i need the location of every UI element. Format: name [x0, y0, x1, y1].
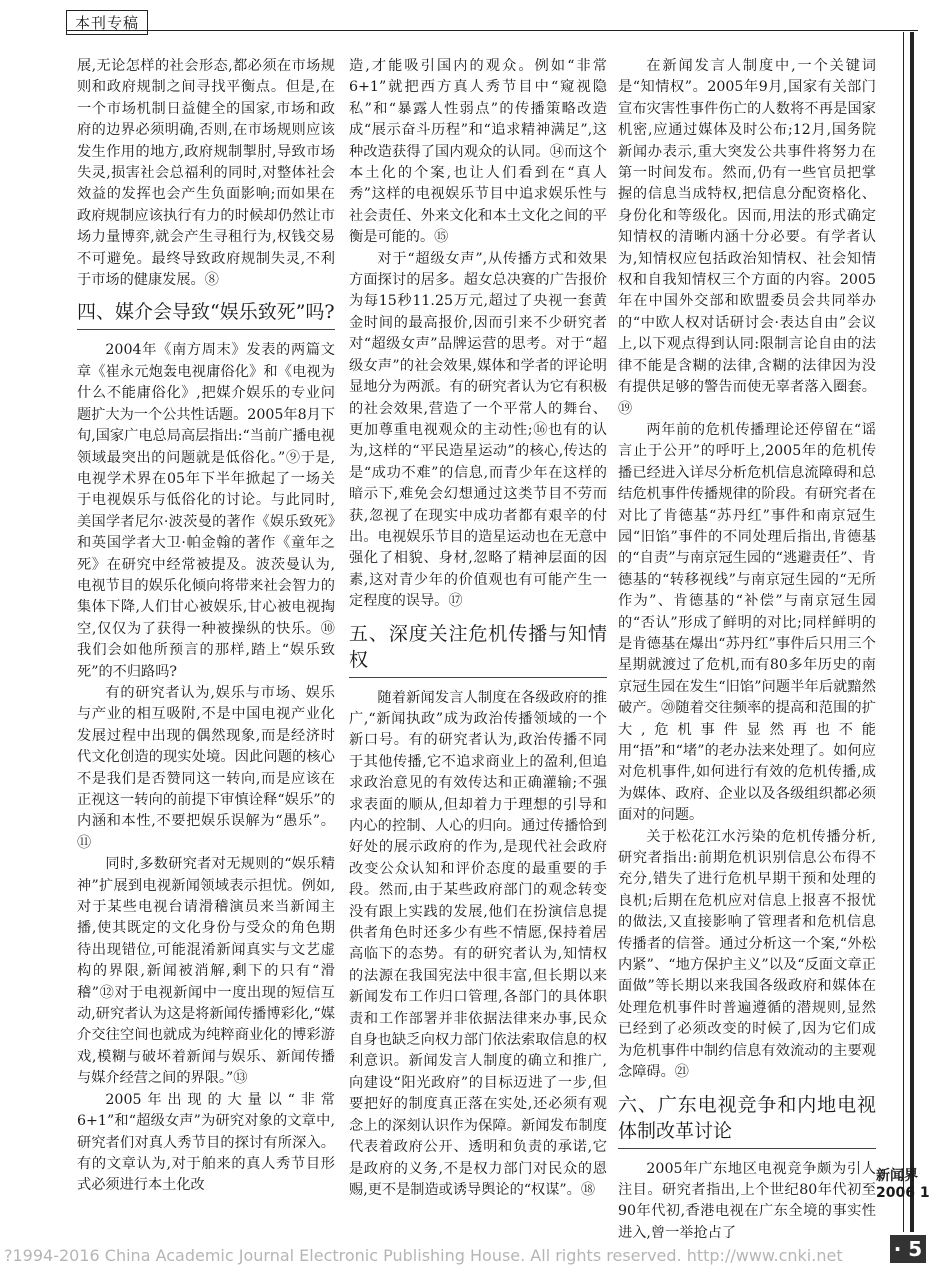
journal-issue: 2006 1: [876, 1185, 930, 1201]
paragraph: 有的研究者认为,娱乐与市场、娱乐与产业的相互吸附,不是中国电视产业化发展过程中出现的偶然现象,而是经济时代文化创造的现实处境。因此问题的核心不是我们是否赞同这一转向,而是应该在正视这一转向的前提下审慎诠释“娱乐”的内涵和本性,不要把娱乐误解为“愚乐”。⑪: [77, 684, 335, 851]
paragraph: 造,才能吸引国内的观众。例如“非常6+1”就把西方真人秀节目中“窥视隐私”和“暴露人性弱点”的传播策略改造成“展示奋斗历程”和“追求精神满足”,这种改造获得了国内观众的认同。⑭而这个本土化的个案,也让人们看到在“真人秀”这样的电视娱乐节目中追求娱乐性与社会责任、外来文化和本土文化之间的平衡是可能的。⑮: [349, 58, 607, 246]
paragraph: 2004年《南方周末》发表的两篇文章《崔永元炮轰电视庸俗化》和《电视为什么不能庸俗化》,把媒介娱乐的专业问题扩大为一个公共性话题。2005年8月下旬,国家广电总局高层指出:“当前广播电视领域最突出的问题就是低俗化。”⑨于是,电视学术界在05年下半年掀起了一场关于电视娱乐与低俗化的讨论。与此同时,美国学者尼尔·波茨曼的著作《娱乐致死》和英国学者大卫·帕金翰的著作《童年之死》在研究中经常被提及。波茨曼认为,电视节目的娱乐化倾向将带来社会智力的集体下降,人们甘心被娱乐,甘心被电视掏空,仅仅为了获得一种被操纵的快乐。⑩我们会如他所预言的那样,踏上“娱乐致死”的不归路吗?: [77, 342, 335, 680]
column-3: [618, 56, 876, 1244]
paragraph: 关于松花江水污染的危机传播分析,研究者指出:前期危机识别信息公布得不充分,错失了进行危机早期干预和处理的良机;后期在危机应对信息上报喜不报忧的做法,又直接影响了管理者和危机信息传播者的信誉。通过分析这一个案,“外松内紧”、“地方保护主义”以及“反面文章正面做”等长期以来我国各级政府和媒体在处理危机事件时普遍遵循的潜规则,显然已经到了必须改变的时候了,因为它们成为危机事件中制约信息有效流动的主要观念障碍。㉑: [618, 828, 876, 1081]
side-margin-bar: [910, 32, 914, 1232]
section-heading-6: 六、广东电视竞争和内地电视体制改革讨论: [618, 1092, 876, 1149]
journal-label: [876, 1168, 936, 1202]
paragraph: 随着新闻发言人制度在各级政府的推广,“新闻执政”成为政治传播领域的一个新口号。有的研究者认为,政治传播不同于其他传播,它不追求商业上的盈利,但追求政治意见的有效传达和正确灌输;不强求表面的顺从,但却着力于理想的引导和内心的控制、人心的归向。通过传播恰到好处的展示政府的作为,是现代社会政府改变公众认知和评价态度的最重要的手段。然而,由于某些政府部门的观念转变没有跟上实践的发展,他们在扮演信息提供者角色时还多少有些不情愿,保持着居高临下的态势。有的研究者认为,知情权的法源在我国宪法中很丰富,但长期以来新闻发布工作归口管理,各部门的具体职责和工作部署并非依据法律来办事,民众自身也缺乏向权力部门依法索取信息的权利意识。新闻发言人制度的确立和推广,向建设“阳光政府”的目标迈进了一步,但要把好的制度真正落在实处,还必须有观念上的深刻认识作为保障。新闻发布制度代表着政府公开、透明和负责的承诺,它是政府的义务,不是权力部门对民众的恩赐,更不是制造或诱导舆论的“权谋”。⑱: [349, 689, 607, 1198]
paragraph: 在新闻发言人制度中,一个关键词是“知情权”。2005年9月,国家有关部门宣布灾害性事件伤亡的人数将不再是国家机密,应通过媒体及时公布;12月,国务院新闻办表示,重大突发公共事件将努力在第一时间发布。然而,仍有一些官员把掌握的信息当成特权,把信息分配资格化、身份化和等级化。因而,用法的形式确定知情权的清晰内涵十分必要。有学者认为,知情权应包括政治知情权、社会知情权和自我知情权三个方面的内容。2005年在中国外交部和欧盟委员会共同举办的“中欧人权对话研讨会·表达自由”会议上,以下观点得到认同:限制言论自由的法律不能是含糊的法律,含糊的法律因为没有提供足够的警告而使无辜者落入圈套。⑲: [618, 58, 876, 417]
top-rule: [66, 30, 918, 31]
section-heading-5: 五、深度关注危机传播与知情权: [349, 621, 607, 678]
paragraph: 同时,多数研究者对无规则的“娱乐精神”扩展到电视新闻领域表示担忧。例如,对于某些电视台请滑稽演员来当新闻主播,使其既定的文化身份与受众的角色期待出现错位,可能混淆新闻真实与文艺虚构的界限,新闻被消解,剩下的只有“滑稽”⑫对于电视新闻中一度出现的短信互动,研究者认为这是将新闻传播博彩化,“媒介交往空间也就成为纯粹商业化的博彩游戏,模糊与破坏着新闻与娱乐、新闻传播与媒介经营之间的界限。”⑬: [77, 856, 335, 1087]
paragraph: 2005年广东地区电视竞争颇为引人注目。研究者指出,上个世纪80年代初至90年代初,香港电视在广东全境的事实性进入,曾一举抢占了: [618, 1160, 876, 1241]
section-tag: 本刊专稿: [66, 10, 148, 35]
column-2: [349, 56, 607, 1201]
paragraph: 两年前的危机传播理论还停留在“谣言止于公开”的呼吁上,2005年的危机传播已经进入详尽分析危机信息流障碍和总结危机事件传播规律的阶段。有研究者在对比了肯德基“苏丹红”事件和南京冠生园“旧馅”事件的不同处理后指出,肯德基的“自责”与南京冠生园的“逃避责任”、肯德基的“转移视线”与南京冠生园的“无所作为”、肯德基的“补偿”与南京冠生园的“否认”形成了鲜明的对比;同样鲜明的是肯德基在爆出“苏丹红”事件后只用三个星期就渡过了危机,而有80多年历史的南京冠生园在发生“旧馅”问题半年后就黯然破产。⑳随着交往频率的提高和范围的扩大,危机事件显然再也不能用“捂”和“堵”的老办法来处理了。如何应对危机事件,如何进行有效的危机传播,成为媒体、政府、企业以及各级组织都必须面对的问题。: [618, 421, 876, 824]
journal-name: 新闻界: [876, 1168, 918, 1184]
copyright-watermark: ?1994-2016 China Academic Journal Electronic Publishing House. All rights reserved. http://www.cnki.net: [4, 1246, 843, 1265]
page-number: · 5: [890, 1235, 926, 1263]
column-1: [77, 56, 335, 1197]
paragraph: 对于“超级女声”,从传播方式和效果方面探讨的居多。超女总决赛的广告报价为每15秒11.25万元,超过了央视一套黄金时间的最高报价,因而引来不少研究者对“超级女声”品牌运营的思考。对于“超级女声”的社会效果,媒体和学者的评论明显地分为两派。有的研究者认为它有积极的社会效果,营造了一个平常人的舞台、更加尊重电视观众的主动性;⑯也有的认为,这样的“平民造星运动”的核心,传达的是“成功不难”的信息,而青少年在这样的暗示下,难免会幻想通过这类节目不劳而获,忽视了在现实中成功者都有艰辛的付出。电视娱乐节目的造星运动也在无意中强化了相貌、身材,忽略了精神层面的因素,这对青少年的价值观也有可能产生一定程度的误导。⑰: [349, 250, 607, 610]
side-margin-line: [903, 32, 904, 1232]
section-heading-4: 四、媒介会导致“娱乐致死”吗?: [77, 299, 335, 330]
paragraph: 2005年出现的大量以“非常6+1”和“超级女声”为研究对象的文章中,研究者们对真人秀节目的探讨有所深入。有的文章认为,对于舶来的真人秀节目形式必须进行本土化改: [77, 1091, 335, 1194]
paragraph: 展,无论怎样的社会形态,都必须在市场规则和政府规制之间寻找平衡点。但是,在一个市场机制日益健全的国家,市场和政府的边界必须明确,否则,在市场规则应该发生作用的地方,政府规制掣肘,导致市场失灵,损害社会总福利的同时,对整体社会效益的发挥也会产生负面影响;而如果在政府规制应该执行有力的时候却仍然让市场力量博弈,就会产生寻租行为,权钱交易不可避免。最终导致政府规制失灵,不利于市场的健康发展。⑧: [77, 58, 335, 289]
